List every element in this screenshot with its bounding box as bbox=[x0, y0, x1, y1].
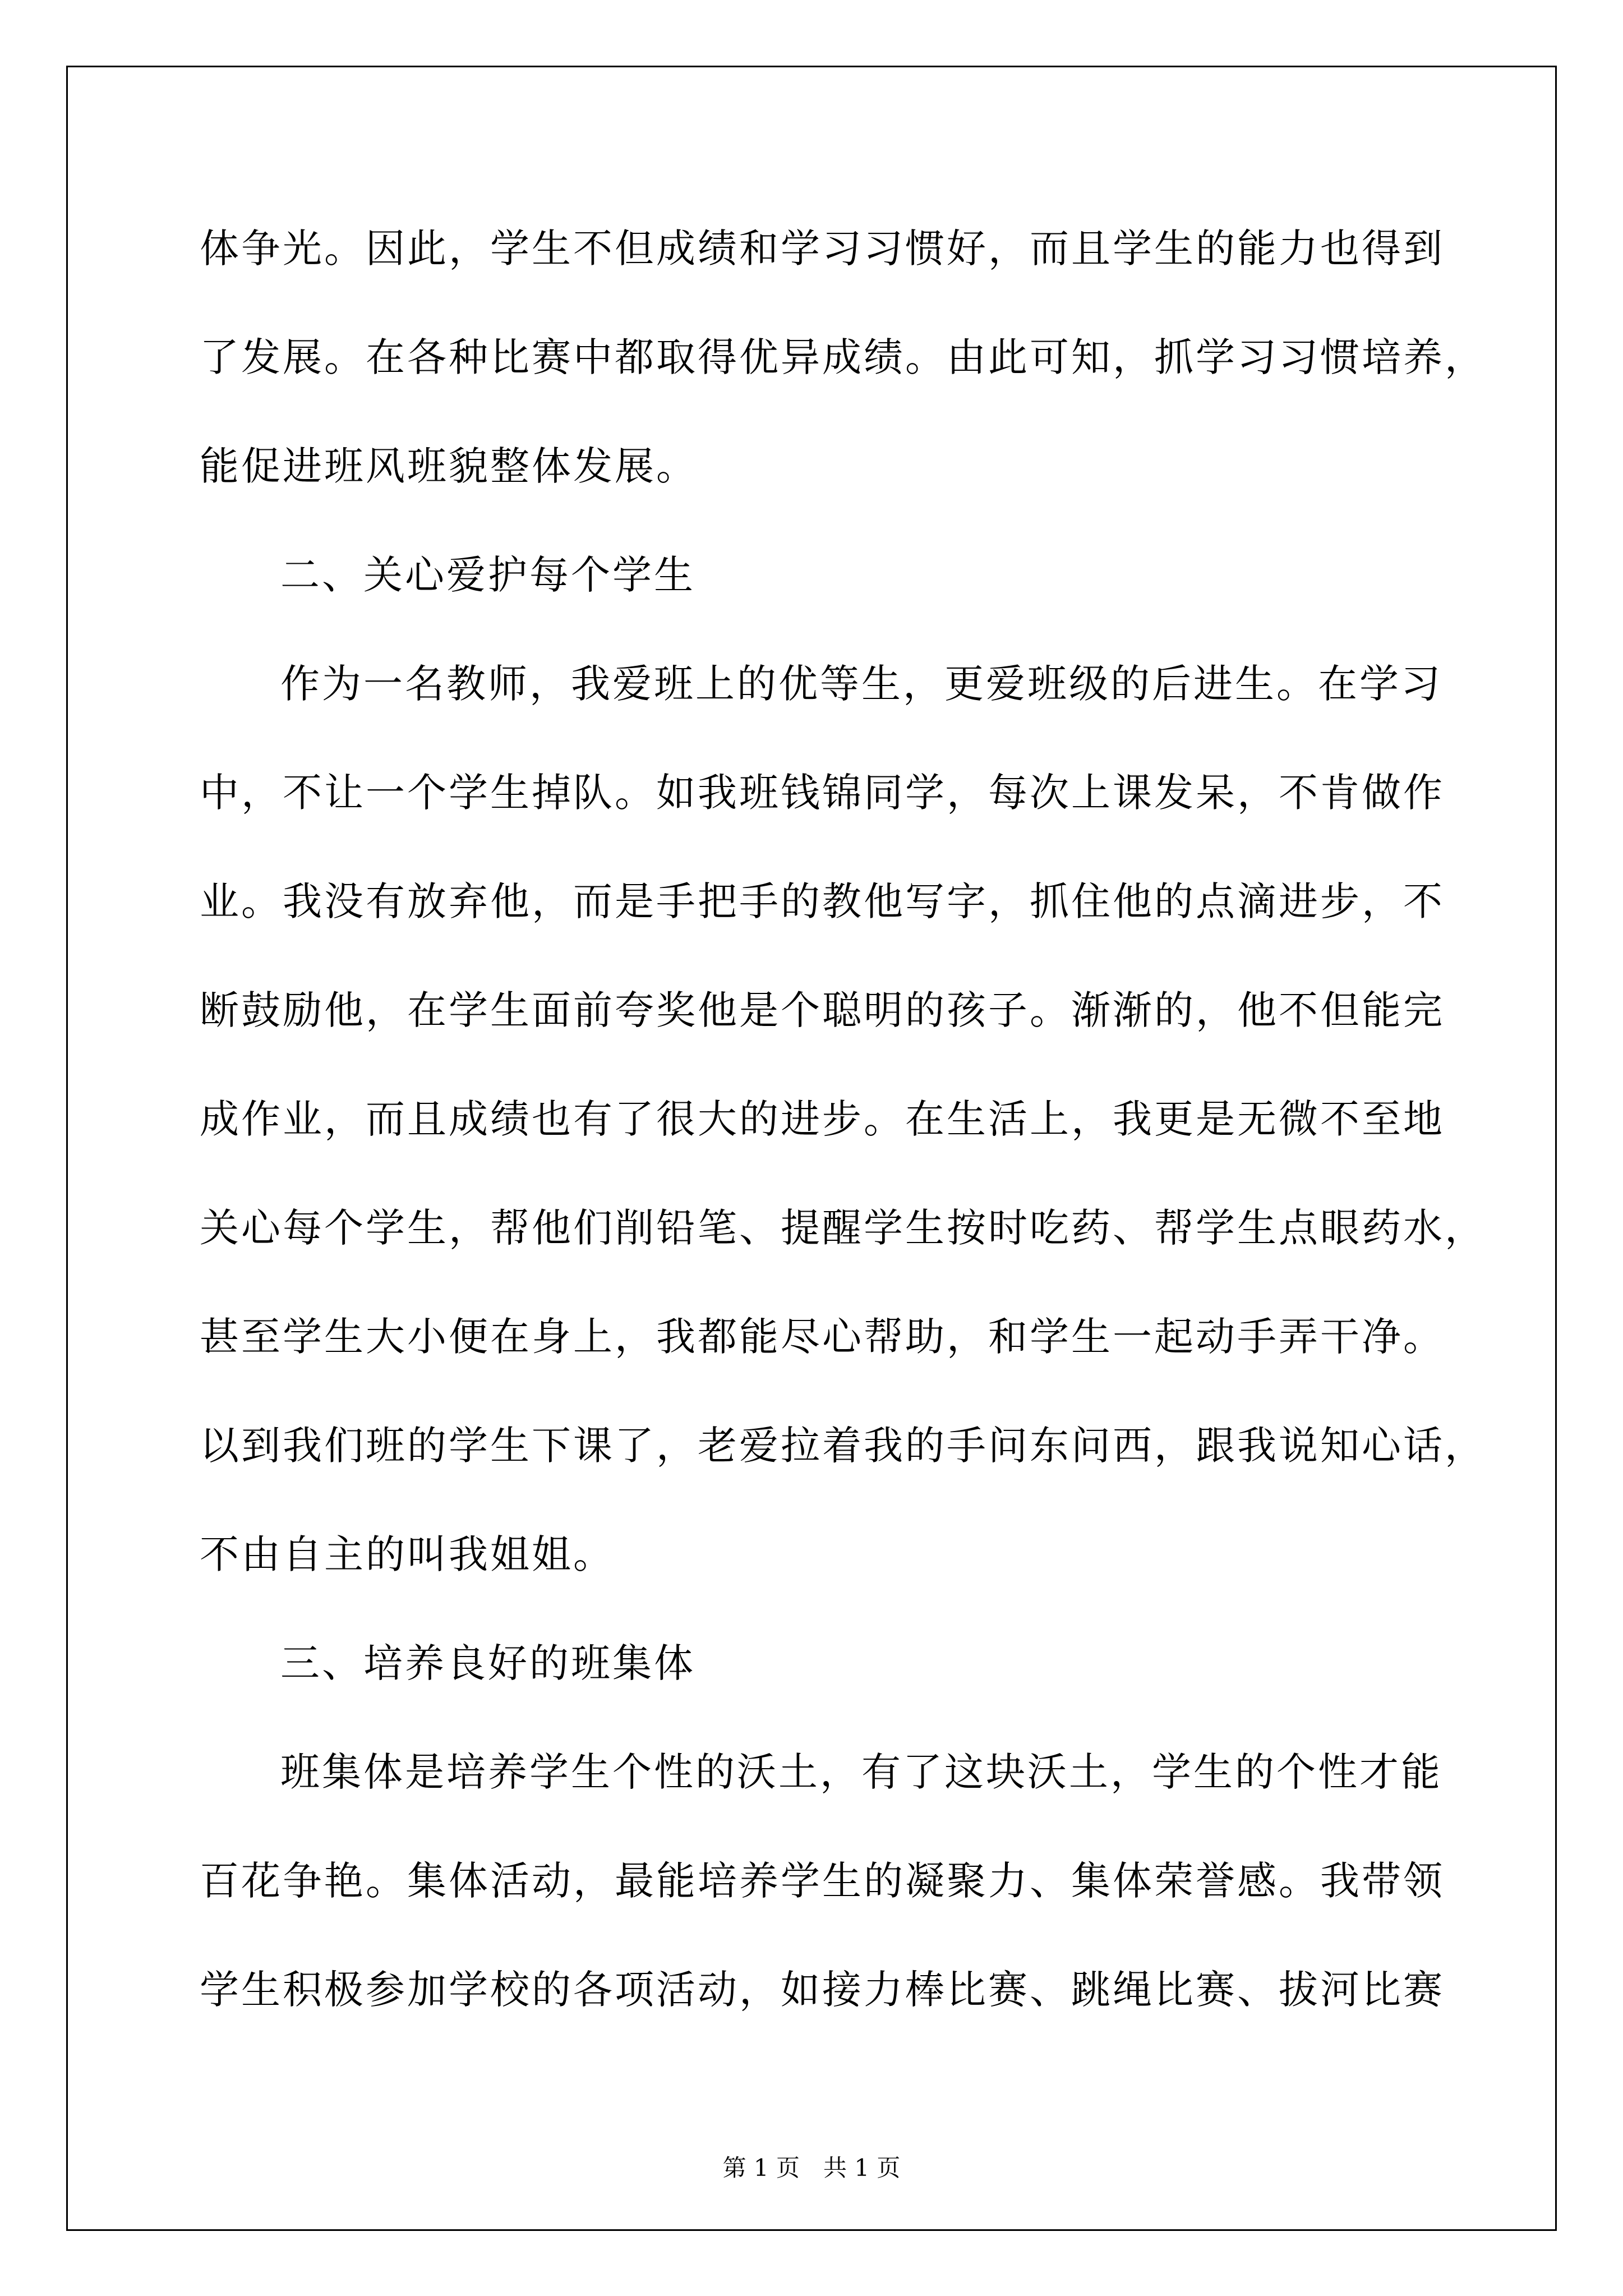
paragraph-first-line: 作为一名教师，我爱班上的优等生，更爱班级的后进生。在学习 bbox=[280, 661, 1442, 707]
page-border bbox=[66, 66, 1557, 2231]
body-text-line: 了发展。在各种比赛中都取得优异成绩。由此可知，抓学习习惯培养， bbox=[200, 334, 1486, 380]
body-text-line: 业。我没有放弃他，而是手把手的教他写字，抓住他的点滴进步，不 bbox=[200, 878, 1445, 924]
body-text-line: 成作业，而且成绩也有了很大的进步。在生活上，我更是无微不至地 bbox=[200, 1096, 1445, 1142]
body-text-line: 百花争艳。集体活动，最能培养学生的凝聚力、集体荣誉感。我带领 bbox=[200, 1858, 1445, 1904]
body-text-line: 关心每个学生，帮他们削铅笔、提醒学生按时吃药、帮学生点眼药水， bbox=[200, 1205, 1486, 1251]
body-text-line: 中，不让一个学生掉队。如我班钱锦同学，每次上课发呆，不肯做作 bbox=[200, 770, 1445, 816]
body-text-line: 不由自主的叫我姐姐。 bbox=[200, 1531, 615, 1577]
body-text-line: 能促进班风班貌整体发展。 bbox=[200, 443, 698, 489]
section-heading: 三、培养良好的班集体 bbox=[280, 1640, 695, 1686]
body-text-line: 以到我们班的学生下课了，老爱拉着我的手问东问西，跟我说知心话， bbox=[200, 1423, 1486, 1469]
body-text-line: 断鼓励他，在学生面前夸奖他是个聪明的孩子。渐渐的，他不但能完 bbox=[200, 987, 1445, 1033]
section-heading: 二、关心爱护每个学生 bbox=[280, 552, 695, 598]
body-text-line: 甚至学生大小便在身上，我都能尽心帮助，和学生一起动手弄干净。 bbox=[200, 1314, 1445, 1360]
body-text-line: 体争光。因此，学生不但成绩和学习习惯好，而且学生的能力也得到 bbox=[200, 226, 1445, 272]
body-text-line: 学生积极参加学校的各项活动，如接力棒比赛、跳绳比赛、拔河比赛 bbox=[200, 1967, 1445, 2013]
paragraph-first-line: 班集体是培养学生个性的沃土，有了这块沃土，学生的个性才能 bbox=[280, 1749, 1442, 1795]
page-number-footer: 第 1 页 共 1 页 bbox=[722, 2154, 901, 2182]
